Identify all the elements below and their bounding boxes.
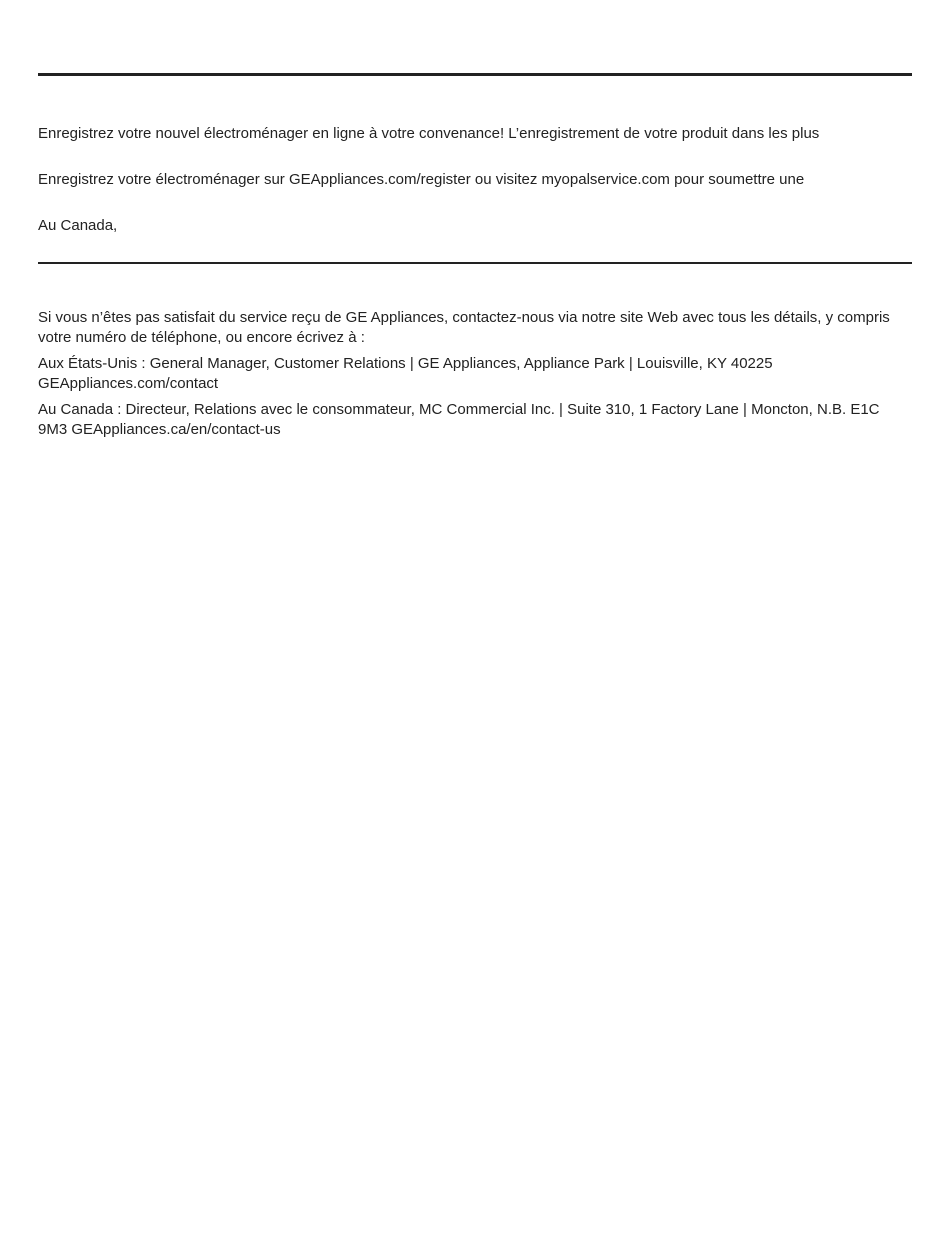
registration-online-paragraph: Enregistrez votre nouvel électroménager en ligne à votre convenance! L’enregistrement de votre produit dans les plus [38, 125, 820, 142]
contact-canada-address-paragraph: Au Canada : Directeur, Relations avec le consommateur, MC Commercial Inc. | Suite 310, 1 Factory Lane | Moncton, N.B. E1C 9M3 GEAppliances.ca/en/contact-us [38, 401, 880, 438]
section-divider-middle [38, 262, 912, 264]
contact-us-address-paragraph: Aux États-Unis : General Manager, Customer Relations | GE Appliances, Appliance Park | Louisville, KY 40225 GEAppliances.com/contact [38, 355, 773, 392]
section-divider-top [38, 73, 912, 76]
registration-canada-paragraph: Au Canada, [38, 217, 118, 234]
registration-site-paragraph: Enregistrez votre électroménager sur GEAppliances.com/register ou visitez myopalservice.com pour soumettre une [38, 171, 805, 188]
contact-unsatisfied-paragraph: Si vous n’êtes pas satisfait du service reçu de GE Appliances, contactez-nous via notre site Web avec tous les détails, y compris votre numéro de téléphone, ou encore écrivez à : [38, 309, 890, 346]
